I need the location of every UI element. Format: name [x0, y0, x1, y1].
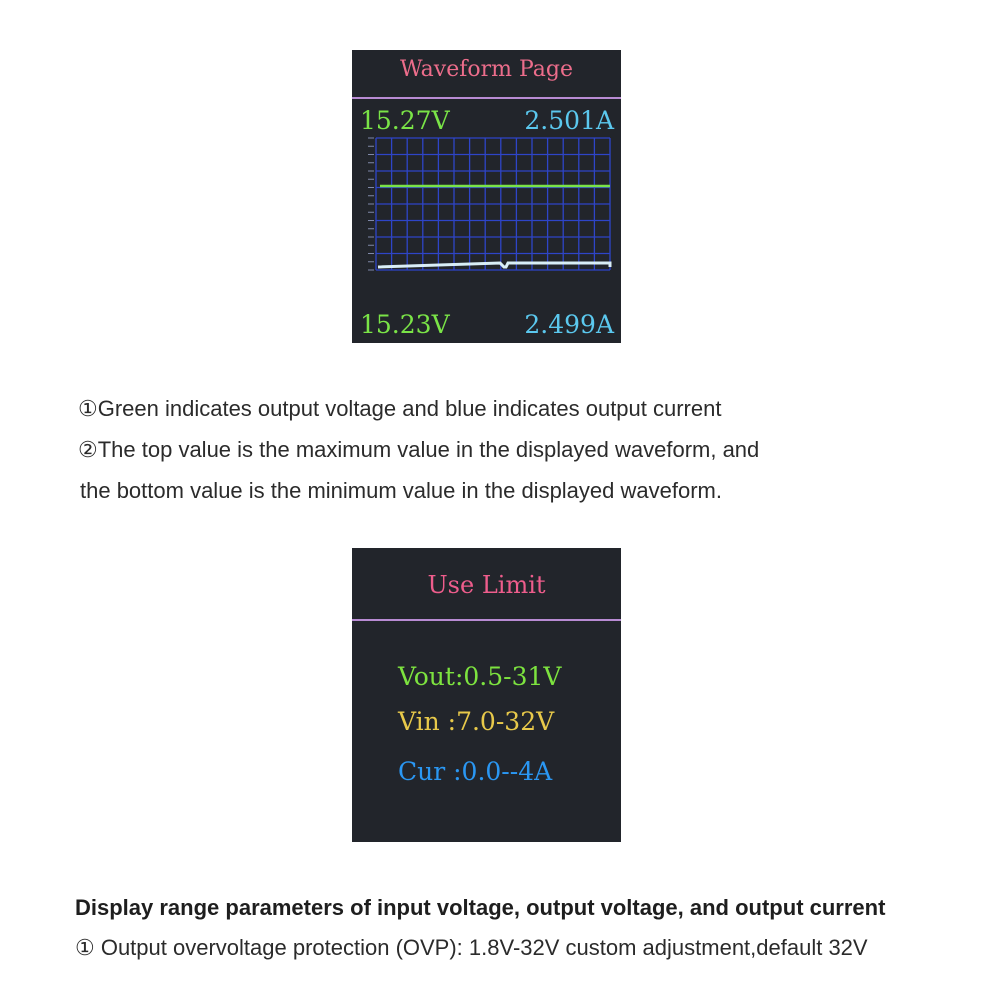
title-divider [352, 619, 621, 621]
ovp-description: ① Output overvoltage protection (OVP): 1.8V-32V custom adjustment,default 32V [75, 935, 868, 960]
max-voltage-readout: 15.27V [360, 106, 450, 135]
current-trace [378, 263, 610, 267]
note-color-legend: ①Green indicates output voltage and blue indicates output current [78, 396, 722, 421]
max-current-readout: 2.501A [524, 106, 614, 135]
title-divider [352, 97, 621, 99]
note-bottom-value: the bottom value is the minimum value in the displayed waveform. [80, 478, 722, 503]
note-top-value: ②The top value is the maximum value in the displayed waveform, and [78, 437, 760, 462]
vin-limit: Vin :7.0-32V [398, 707, 555, 736]
range-parameters-heading: Display range parameters of input voltage, output voltage, and output current [75, 895, 886, 920]
current-limit: Cur :0.0--4A [398, 757, 553, 786]
waveform-grid [368, 138, 610, 270]
min-current-readout: 2.499A [524, 310, 614, 339]
use-limit-title: Use Limit [427, 571, 546, 599]
waveform-page-screen [352, 50, 621, 343]
use-limit-screen [352, 548, 621, 842]
vout-limit: Vout:0.5-31V [398, 662, 562, 691]
min-voltage-readout: 15.23V [360, 310, 450, 339]
waveform-plot [358, 136, 616, 272]
waveform-page-title: Waveform Page [399, 57, 574, 82]
